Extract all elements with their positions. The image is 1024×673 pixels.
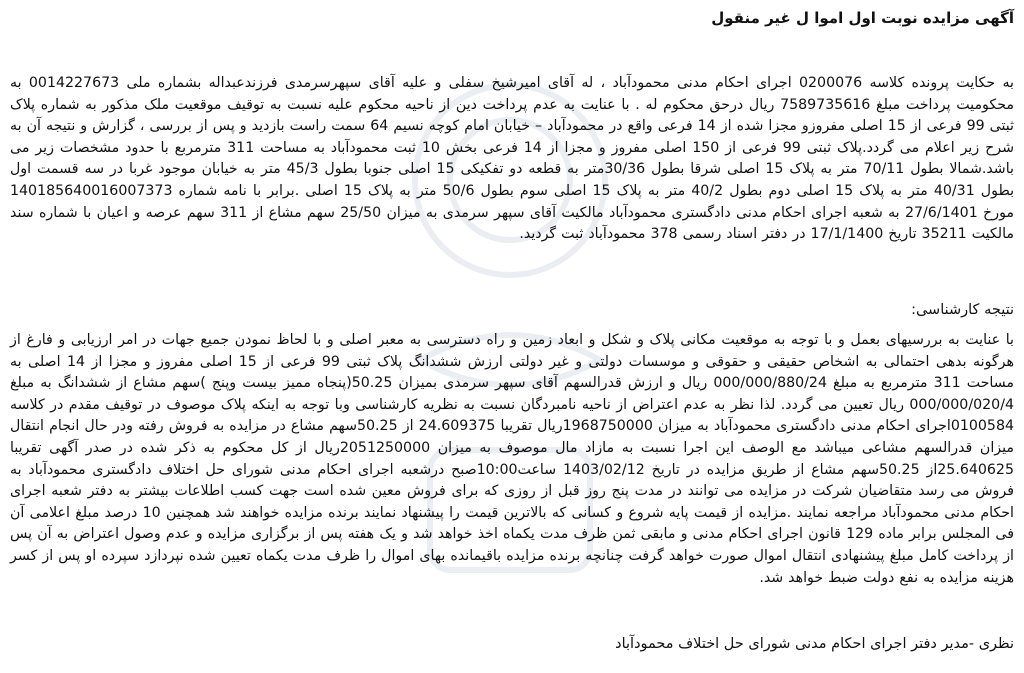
signature-line: نظری -مدیر دفتر اجرای احکام مدنی شورای حل اختلاف محمودآباد: [615, 636, 1014, 652]
case-details-paragraph: به حکایت پرونده کلاسه 0200076 اجرای احکام مدنی محمودآباد ، له آقای امیرشیخ سفلی و علیه آقای سپهرسرمدی فرزندعبداله بشماره ملی 0014227673 به محکومیت پرداخت مبلغ 7589735616 ریال درحق محکوم له . با عنایت به عدم پرداخت دین از ناحیه محکوم علیه نسبت به توقیف موقعیت ملک مذکور به شماره پلاک ثبتی 99 فرعی از 15 اصلی مفروزو مجزا شده از 14 فرعی واقع در محمودآباد – خیابان امام کوچه نسیم 64 سمت راست بازدید و پس از بررسی ، گزارش و نتیجه آن به شرح زیر اعلام می گردد.پلاک ثبتی 99 فرعی از 150 اصلی مفروز و مجزا از 14 فرعی بخش 10 ثبت محمودآباد به مساحت 311 مترمربع با حدود مشخصات زیر می باشد.شمالا بطول 70/11 متر به پلاک 15 اصلی شرقا بطول 30/36متر به قطعه دو تفکیکی 15 اصلی جنوبا بطول 45/3 متر به خیابان موجود غربا در سه قسمت اول بطول 40/31 متر به پلاک 15 اصلی دوم بطول 40/2 متر به پلاک 15 اصلی سوم بطول 50/6 متر به پلاک 15 اصلی .برابر با نامه شماره 140185640016007373 مورخ 27/6/1401 به شعبه اجرای احکام مدنی دادگستری محمودآباد مالکیت آقای سپهر سرمدی به میزان 25/50 سهم مشاع از 311 سهم عرصه و اعیان با شماره سند مالکیت 35211 تاریخ 17/1/1400 در دفتر اسناد رسمی 378 محمودآباد ثبت گردید.: [10, 75, 1015, 243]
notice-title: آگهی مزایده نوبت اول اموا ل غیر منقول: [711, 9, 1014, 27]
expert-result-heading: نتیجه کارشناسی:: [911, 302, 1014, 318]
expert-result-paragraph: با عنایت به بررسیهای بعمل و با توجه به موقعیت مکانی پلاک و شکل و ابعاد زمین و راه دسترسی به معبر اصلی و با لحاظ نمودن جمیع جهات در امر ارزیابی و فارغ از هرگونه بدهی احتمالی به اشخاص حقیقی و حقوقی و موسسات دولتی و غیر دولتی ارزش ششدانگ پلاک ثبتی 99 فرعی از 15 اصلی مفروز و مجزا از 14 اصلی به مساحت 311 مترمربع به مبلغ 000/000/880/24 ریال و ارزش قدرالسهم آقای سپهر سرمدی بمیزان 50.25(پنجاه ممیز بیست وپنج )سهم مشاع از ششدانگ به مبلغ 000/000/020/4 ریال تعیین می گردد. لذا نظر به عدم اعتراض از ناحیه نامبردگان نسبت به نظریه کارشناسی وبا توجه به اینکه پلاک موصوف در توقیف مقدم در کلاسه 0100584اجرای احکام مدنی دادگستری محمودآباد به میزان 1968750000ریال تقریبا 24.609375 از 50.25سهم مشاع در مزایده به فروش رفته ودر حال انجام انتقال میزان قدرالسهم مشاعی میباشد مع الوصف این اجرا نسبت به مازاد مال موصوف به میزان 2051250000ریال از کل محکوم به ذکر شده در صدر آگهی تقریبا 25.640625از 50.25سهم مشاع از طریق مزایده در تاریخ 1403/02/12 ساعت10:00صبح درشعبه اجرای احکام مدنی شورای حل اختلاف دادگستری محمودآباد به فروش می رسد متقاضیان شرکت در مزایده می توانند در مدت پنج روز قبل از روزی که برای فروش معین شده است جهت کسب اطلاعات بیشتر به دفتر شعبه اجرای احکام مدنی محمودآباد مراجعه نمایند .مزایده از قیمت پایه شروع و کسانی که بالاترین قیمت را پیشنهاد نمایند برنده مزایده خواهند شد همچنین 10 درصد مبلغ اعلامی آن فی المجلس برابر ماده 129 قانون اجرای احکام مدنی و مابقی ثمن ظرف مدت یکماه اخذ خواهد شد و یک هفته پس از برگزاری مزایده و عدم وصول اعتراض به آن پس از پرداخت کامل مبلغ پیشنهادی انتقال اموال صورت خواهد گرفت چنانچه برنده مزایده باقیمانده بهای اموال را ظرف مدت یکماه تعیین شده نپردازد سپرده او پس از کسر هزینه مزایده به نفع دولت ضبط خواهد شد.: [10, 332, 1014, 586]
